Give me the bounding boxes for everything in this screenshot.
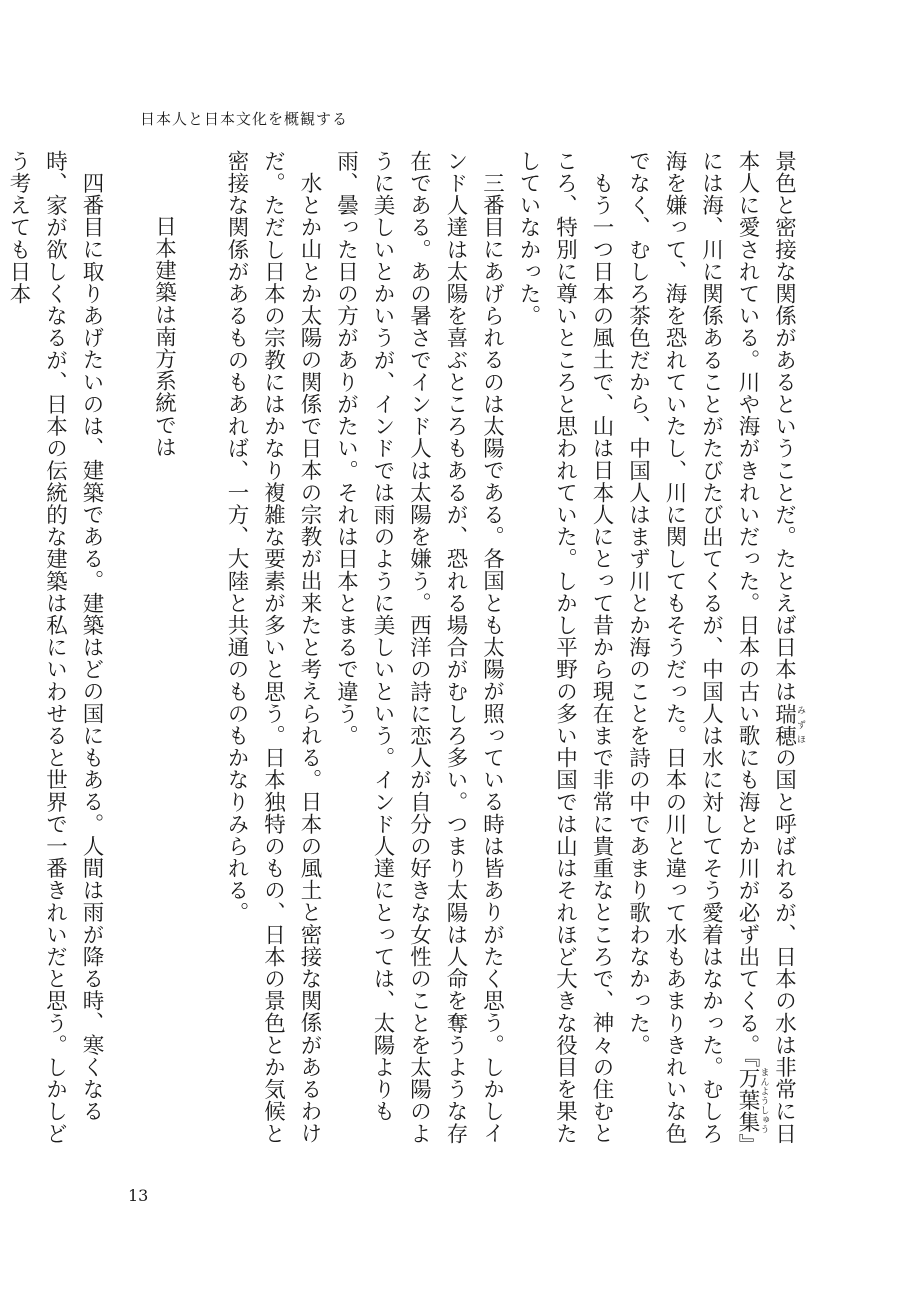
paragraph-1 [619,150,805,1165]
paragraph-1-part-a: 景色と密接な関係があるということだ。たとえば日本は [771,150,797,703]
ruby-manyoshu [735,1067,769,1134]
paragraph-2: もう一つ日本の風土で、山は日本人にとって昔から現在まで非常に貴重なところで、神々の住むところ、特別に尊いところと思われていた。しかし平野の多い中国では山はそれほど大きな役目を果たしていなかった。 [516,150,614,1145]
paragraph-5: 四番目に取りあげたいのは、建築である。建築はどの国にもある。人間は雨が降る時、寒くなる時、家が欲しくなるが、日本の伝統的な建築は私にいわせると世界で一番きれいだと思う。しかしどう考えても日本 [6,150,104,1145]
page-number: 13 [128,1186,149,1205]
paragraph-1-part-c: 』には海、川に関係あることがたびたび出てくるが、中国人は水に対してそう愛着はなかった。むしろ海を嫌って、海を恐れていたし、川に関してもそうだった。日本の川と違って水もあまりきれいな色でなく、むしろ茶色だから、中国人はまず川とか海のことを詩の中であまり歌わなかった。 [625,150,760,1156]
paragraph-1-part-b: の国と呼ばれるが、日本の水は非常に日本人に愛されている。川や海がきれいだった。日本の古い歌にも海とか川が必ず出てくる。『 [735,150,797,1145]
ruby-mizuho [771,702,805,747]
body-text [6,150,805,1165]
ruby-mizuho-base: 瑞穂 [771,702,797,747]
paragraph-3: 三番目にあげられるのは太陽である。各国とも太陽が照っている時は皆ありがたく思う。しかしインド人達は太陽を喜ぶところもあるが、恐れる場合がむしろ多い。つまり太陽は人命を奪うような存在である。あの暑さでインド人は太陽を嫌う。西洋の詩に恋人が自分の好きな女性のことを太陽のように美しいとかいうが、インドでは雨のように美しいという。インド人達にとっては、太陽よりも雨、曇った日の方がありがたい。それは日本とまるで違う。 [333,150,505,1145]
running-head: 日本人と日本文化を概観する [140,110,349,128]
ruby-mizuho-reading: みずほ [795,702,805,747]
paragraph-4: 水とか山とか太陽の関係で日本の宗教が出来たと考えられる。日本の風土と密接な関係があるわけだ。ただし日本の宗教にはかなり複雑な要素が多いと思う。日本独特のもの、日本の景色とか気候と密接な関係があるものもあれば、一方、大陸と共通のものもかなりみられる。 [224,150,322,1145]
section-heading: 日本建築は南方系統では [151,214,177,458]
ruby-manyoshu-reading: まんようしゅう [758,1067,769,1134]
ruby-manyoshu-base: 万葉集 [735,1067,760,1134]
